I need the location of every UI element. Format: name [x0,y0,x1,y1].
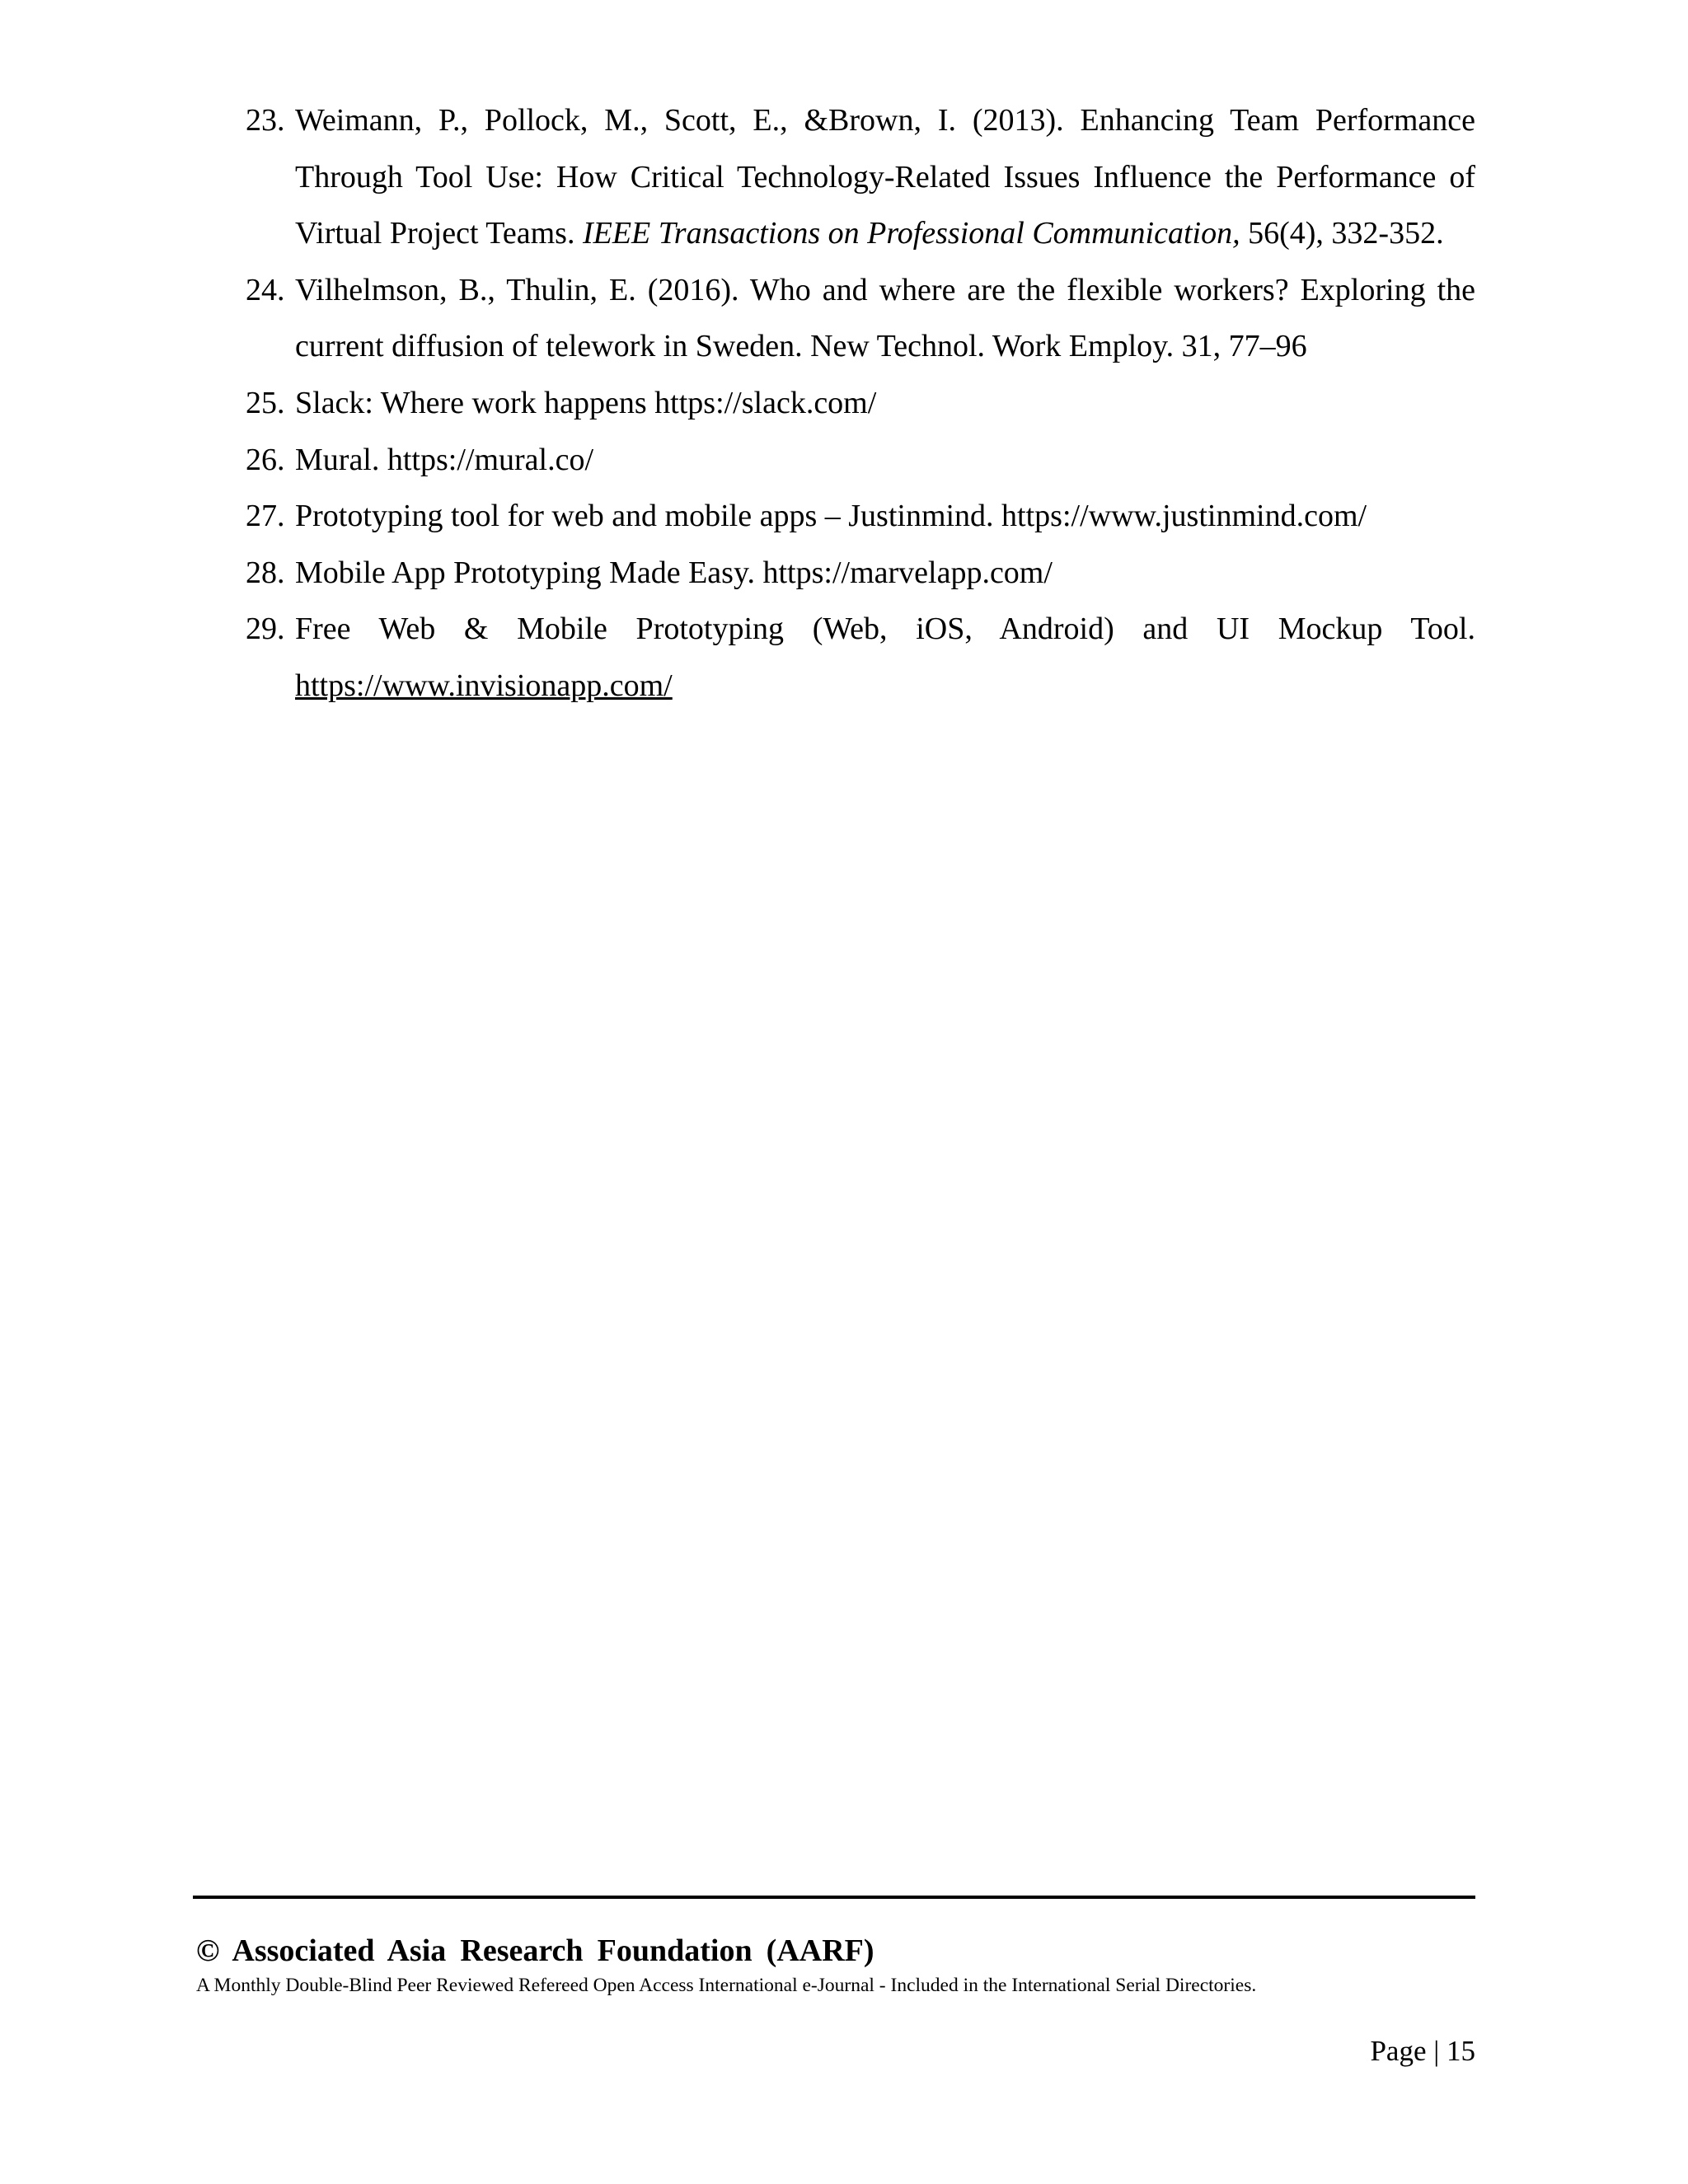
reference-number: 27. [246,499,285,534]
reference-number: 23. [246,103,285,138]
footer-journal-description: A Monthly Double-Blind Peer Reviewed Refereed Open Access International e-Journal - Included in the International Serial Directories. [196,1975,1257,1996]
reference-number: 29. [246,612,285,647]
reference-item-23 [246,92,1475,262]
reference-text: Free Web & Mobile Prototyping (Web, iOS, Android) and UI Mockup Tool. [295,612,1475,647]
reference-text: Mobile App Prototyping Made Easy. https://marvelapp.com/ [295,555,1053,590]
reference-text: Mural. https://mural.co/ [295,442,594,477]
reference-text: Prototyping tool for web and mobile apps – Justinmind. https://www.justinmind.com/ [295,499,1367,534]
reference-text: Slack: Where work happens https://slack.com/ [295,385,877,420]
reference-item-25 [246,375,1475,432]
footer-copyright-title: © Associated Asia Research Foundation (AARF) [196,1933,874,1968]
reference-number: 28. [246,555,285,590]
reference-number: 26. [246,442,285,477]
reference-item-24 [246,262,1475,375]
reference-item-29 [246,601,1475,714]
reference-number: 24. [246,272,285,307]
footer-divider [193,1896,1475,1899]
reference-number: 25. [246,385,285,420]
page-number: Page | 15 [1370,2035,1475,2067]
reference-journal-title: IEEE Transactions on Professional Communication, [582,216,1240,251]
reference-volume-pages: 56(4), 332-352. [1240,216,1444,251]
reference-text: Vilhelmson, B., Thulin, E. (2016). Who and where are the flexible workers? Exploring the current diffusion of telework in Sweden. New Technol. Work Employ. 31, 77–96 [295,272,1475,364]
reference-link[interactable]: https://www.invisionapp.com/ [295,668,673,703]
reference-item-27 [246,488,1475,545]
reference-list [246,92,1475,715]
reference-item-26 [246,432,1475,489]
reference-text: Weimann, P., Pollock, M., Scott, E., &Brown, I. (2013). Enhancing Team Performance Through Tool Use: How Critical Technology-Related Issues Influence the Performance of Virtual Project Teams. [295,103,1475,251]
reference-item-28 [246,545,1475,602]
